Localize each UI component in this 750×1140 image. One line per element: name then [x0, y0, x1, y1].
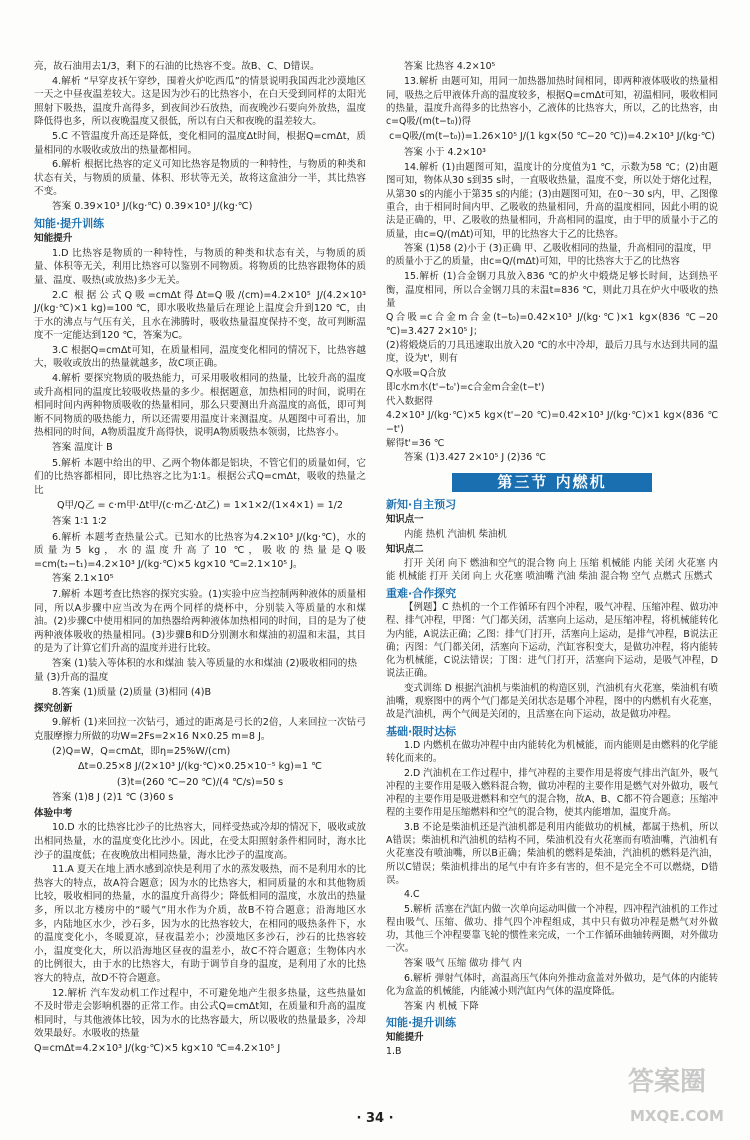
answer-line: 答案 (1)3.427 2×10⁵ J (2)36 ℃	[404, 452, 546, 464]
solution-paragraph: 解得t'=36 ℃	[386, 438, 445, 450]
page-number: · 34 ·	[356, 1111, 394, 1126]
answer-line: 答案 小于 4.2×10³	[404, 146, 486, 158]
right-column	[386, 60, 718, 1060]
formula: Q甲/Q乙 = c·m甲·Δt甲/(c·m乙·Δt乙) = 1×1×2/(1×4×1) = 1/2	[56, 500, 344, 512]
section-header: 知能·提升训练	[34, 216, 105, 230]
left-column	[34, 60, 366, 1057]
solution-paragraph: 4.2×10³ J/(kg·℃)×5 kg×(t'−20 ℃)=0.42×10³ J/(kg·℃)×1 kg×(836 ℃−t')	[386, 410, 718, 435]
subsection-label: 知识点一	[386, 514, 424, 526]
solution-paragraph: Q合吸=c合金m合金(t−t₀)=0.42×10³ J/(kg·℃)×1 kg×(836 ℃−20 ℃)=3.427 2×10⁵ J；	[386, 312, 718, 337]
solution-paragraph: 6.解析 根据比热容的定义可知比热容是物质的一种特性，与物质的种类和状态有关，与物质的质量、体积、形状等无关，故将这盒油分一半，其比热容不变。	[34, 159, 366, 198]
answer-line: 答案 吸气 压缩 做功 排气 内	[404, 957, 523, 969]
solution-paragraph: 11.A 夏天在地上洒水感到凉快是利用了水的蒸发吸热，而不是利用水的比热容大的特点，故A符合题意；因为水的比热容大，相同质量的水和其他物质比较，吸收相同的热量，水的温度升高得少；降低相同的温度，水放出的热量多，所以北方楼房中的“暖气”用水作为介质，故B不符合题意；沿海地区水多，内陆地区水少，沙石多，因为水的比热容较大，在相同的吸热条件下，水的温度变化小，冬暖夏凉，昼夜温差小；沙漠地区多沙石，沙石的比热容较小，温度变化大，所以沿海地区昼夜的温差小，故C不符合题意；生物体内水的比例很大，由于水的比热容大，有助于调节自身的温度，是利用了水的比热容大的特点，故D不符合题意。	[34, 864, 366, 984]
answer-line: 答案 (1)装入等体积的水和煤油 装入等质量的水和煤油 (2)吸收相同的热量 (3)升高的温度	[34, 657, 357, 683]
subsection-label: 探究创新	[34, 702, 73, 714]
subsection-label: 体验中考	[34, 807, 73, 819]
solution-paragraph: 变式训练 D 根据汽油机与柴油机的构造区别，汽油机有火花塞，柴油机有喷油嘴，观察图中的两个气门都是关闭状态是哪个冲程，图中的内燃机有火花塞，故是汽油机，两个气阀是关闭的，且活塞在向下运动，故是做功冲程。	[386, 682, 718, 721]
answer-line: 8.答案 (1)质量 (2)质量 (3)相同 (4)B	[52, 687, 212, 699]
answer-line: 答案 (1)8 J (2)1 ℃ (3)60 s	[52, 792, 174, 804]
solution-paragraph: (2)Q=W，Q=cmΔt，即η=25%W/(cm)	[52, 745, 231, 757]
solution-paragraph: 15.解析 (1)合金钢刀具放入836 ℃的炉火中煅烧足够长时间，达到热平衡，温度相同，所以合金钢刀具的末温t=836 ℃，则此刀具在炉火中吸收的热量	[386, 271, 718, 310]
solution-paragraph: 13.解析 由题可知，用同一加热器加热时间相同，即两种液体吸收的热量相同，吸热之后甲液体升高的温度较多，根据Q=cmΔt可知，初温相同，吸收相同的热量，温度升高得多的比热容小，乙液体的比热容大，所以，乙的比热容，由c=Q吸/(m(t−t₀))得	[386, 76, 718, 128]
section-header: 新知·自主预习	[386, 497, 457, 511]
section-header: 知能·提升训练	[386, 1015, 457, 1029]
solution-paragraph: 3.C 根据Q=cmΔt可知，在质量相同，温度变化相同的情况下，比热容越大，吸收或放出的热量就越多，故C项正确。	[34, 344, 366, 370]
section-header: 重难·合作探究	[386, 586, 457, 600]
subsection-label: 知识点二	[386, 543, 424, 555]
solution-paragraph: 即c水m水(t'−t₀')=c合金m合金(t−t')	[386, 381, 545, 393]
subsection-label: 知能提升	[34, 233, 73, 245]
answer-line: 答案 1∶1 1∶2	[52, 516, 107, 527]
solution-paragraph: 6.解析 本题考查热量公式。已知水的比热容为4.2×10³ J/(kg·℃)，水的质量为5 kg，水的温度升高了10 ℃，吸收的热量是Q吸=cm(t₂−t₁)=4.2×10³ J/(kg·℃)×5 kg×10 ℃=2.1×10⁵ J。	[34, 531, 366, 570]
solution-paragraph: 1.D 内燃机在做功冲程中由内能转化为机械能，而内能则是由燃料的化学能转化而来的。	[386, 739, 718, 765]
solution-paragraph: 5.解析 活塞在汽缸内做一次单向运动叫做一个冲程，四冲程汽油机的工作过程由吸气、压缩、做功、排气四个冲程组成，其中只有做功冲程是燃气对外做功，其他三个冲程要靠飞轮的惯性来完成，一个工作循环曲轴转两圈，对外做功一次。	[386, 903, 718, 955]
solution-paragraph: 7.解析 本题考查比热容的探究实验。(1)实验中应当控制两种液体的质量相同，所以A步骤中应当改为在两个同样的烧杯中，分别装入等质量的水和煤油。(2)步骤C中使用相同的加热器给两种液体加热相同的时间，目的是为了使两种液体吸收的热量相同。(3)步骤B和D分别测水和煤油的初温和末温，其目的是为了计算它们升高的温度并进行比较。	[34, 588, 366, 655]
solution-paragraph: 3.B 不论是柴油机还是汽油机都是利用内能做功的机械，都属于热机，所以A错误；柴油机和汽油机的结构不同，柴油机没有火花塞而有喷油嘴，汽油机有火花塞没有喷油嘴，所以B正确；柴油机的燃料是柴油，汽油机的燃料是汽油，所以C错误；柴油机排出的尾气中有许多有害的，但不是完全不可以燃烧，D错误。	[386, 821, 718, 886]
solution-paragraph: 4.C	[404, 889, 420, 901]
formula: (3)t=(260 ℃−20 ℃)/(4 ℃/s)=50 s	[116, 776, 284, 788]
solution-paragraph: 1.D 比热容是物质的一种特性，与物质的种类和状态有关，与物质的质量、体积等无关，利用比热容可以鉴别不同物质。将物质的比热容跟物体的质量、温度、吸热(或放热)多少无关。	[34, 247, 366, 286]
solution-paragraph: 【例题】C 热机的一个工作循环有四个冲程，吸气冲程、压缩冲程、做功冲程、排气冲程，甲图：气门都关闭，活塞向上运动，是压缩冲程，将机械能转化为内能，A说法正确；乙图：排气门打开，活塞向上运动，是排气冲程，B说法正确；丙图：气门都关闭，活塞向下运动，汽缸容积变大，是做功冲程，将内能转化为机械能，C说法错误；丁图：进气门打开，活塞向下运动，是吸气冲程，D说法正确。	[386, 601, 718, 680]
answer-line: 答案 (1)58 (2)小于 (3)正确 甲、乙吸收相同的热量，升高相同的温度，甲的质量小于乙的质量，由c=Q/(mΔt)可知，甲的比热容大于乙的比热容	[386, 242, 712, 268]
formula: c=Q吸/(m(t−t₀))=1.26×10⁵ J/(1 kg×(50 ℃−20 ℃))=4.2×10³ J/(kg·℃)	[389, 131, 715, 143]
solution-paragraph: 亮，故石油用去1/3，剩下的石油的比热容不变。故B、C、D错误。	[34, 61, 320, 72]
solution-paragraph: Q水吸=Q合放	[386, 367, 447, 379]
solution-paragraph: 打开 关闭 向下 燃油和空气的混合物 向上 压缩 机械能 内能 关闭 火花塞 内能 机械能 打开 关闭 向上 火花塞 喷油嘴 汽油 柴油 混合物 空气 点燃式 压燃式	[386, 558, 718, 583]
watermark-url: MXQE.COM	[630, 1107, 724, 1125]
subsection-label: 知能提升	[386, 1032, 424, 1044]
solution-paragraph: 2.D 汽油机在工作过程中，排气冲程的主要作用是将废气排出汽缸外，吸气冲程的主要作用是吸入燃料混合物，做功冲程的主要作用是燃气对外做功，吸气冲程的主要作用是吸进燃料和空气的混合物，故A、B、C都不符合题意；压缩冲程的主要作用是压缩燃料和空气的混合物，使其内能增加，温度升高。	[386, 767, 718, 819]
answer-line: 答案 2.1×10⁵	[52, 573, 114, 585]
solution-paragraph: 内能 热机 汽油机 柴油机	[404, 528, 507, 540]
formula: Δt=0.25×8 J/(2×10³ J/(kg·℃)×0.25×10⁻⁵ kg)=1 ℃	[78, 761, 322, 773]
solution-paragraph: 10.D 水的比热容比沙子的比热容大，同样受热或冷却的情况下，吸收或放出相同热量，水的温度变化比沙小。因此，在受太阳照射条件相同时，海水比沙子的温度低；在夜晚放出相同热量，海水比沙子的温度高。	[34, 822, 366, 861]
answer-line: 答案 内 机械 下降	[404, 1000, 479, 1012]
solution-paragraph: 6.解析 弹射气体时，高温高压气体向外推动盒盖对外做功，是气体的内能转化为盒盖的机械能，内能减小则汽缸内气体的温度降低。	[386, 973, 718, 998]
answer-line: 答案 温度计 B	[52, 442, 113, 454]
solution-paragraph: 12.解析 汽车发动机工作过程中，不可避免地产生很多热量，这些热量如不及时带走会影响机器的正常工作。由公式Q=cmΔt知，在质量和升高的温度相同时，与其他液体比较，因为水的比热容最大，所以吸收的热量最多，冷却效果最好。水吸收的热量	[34, 987, 366, 1040]
answer-line: 答案 0.39×10³ J/(kg·℃) 0.39×10³ J/(kg·℃)	[52, 200, 253, 212]
chapter-title: 第三节 内燃机	[452, 473, 652, 492]
watermark-logo: 答案圈	[628, 1067, 707, 1097]
solution-paragraph: (2)将煅烧后的刀具迅速取出放入20 ℃的水中冷却，最后刀具与水达到共同的温度，设为t'，则有	[386, 339, 718, 365]
answer-line: 答案 比热容 4.2×10⁵	[404, 61, 496, 72]
solution-paragraph: 4.解析 要探究物质的吸热能力，可采用吸收相同的热量，比较升高的温度或升高相同的温度比较吸收热量的多少。根据题意，加热相同的时间，说明在相同时间内两种物质吸收的热量相同，那么只要测出升高温度的高低，即可判断不同物质的吸热能力，所以还需要用温度计来测温度。从题图中可看出，加热相同的时间，A物质温度升高得快，说明A物质吸热本领弱，比热容小。	[34, 373, 366, 439]
solution-paragraph: 1.B	[386, 1046, 402, 1058]
solution-paragraph: 4.解析 “早穿皮袄午穿纱，围着火炉吃西瓜”的情景说明我国西北沙漠地区一天之中昼夜温差较大。这是因为沙石的比热容小，在白天受到同样的太阳光照射下吸热，温度升高得多，到夜间沙石放热，而夜晚沙石要向外放热，温度降低得也多，所以夜晚温度又很低，所以有白天和夜晚的温差较大。	[34, 75, 366, 128]
solution-paragraph: 14.解析 (1)由题图可知，温度计的分度值为1 ℃，示数为58 ℃；(2)由题图可知，物体从30 s到35 s时，一直吸收热量，温度不变，所以处于熔化过程，从第30 s的内能小于第35 s的内能；(3)由题图可知，在0～30 s内，甲、乙图像重合，由于相同时间内甲、乙吸收的热量相同，升高的温度相同，因此小明的说法是正确的，甲、乙吸收的热量相同，升高相同的温度，由于甲的质量小于乙的质量，由c=Q/(mΔt)可知，甲的比热容大于乙的比热容。	[386, 162, 718, 240]
solution-paragraph: 2.C 根据公式Q吸=cmΔt得Δt=Q吸/(cm)=4.2×10⁵ J/(4.2×10³ J/(kg·℃)×1 kg)=100 ℃，即水吸收热量后在理论上温度会升到120 ℃，由于水的沸点与气压有关，且水在沸腾时，吸收热量温度保持不变，故可判断温度不一定能达到120 ℃，答案为C。	[34, 289, 366, 342]
solution-paragraph: 5.解析 本题中给出的甲、乙两个物体都是铝块，不管它们的质量如何，它们的比热容都相同，即比热容之比为1∶1。根据公式Q=cmΔt，吸收的热量之比	[34, 457, 366, 496]
solution-paragraph: 5.C 不管温度升高还是降低，变化相同的温度Δt时间，根据Q=cmΔt，质量相同的水吸收或放出的热量都相同。	[34, 130, 366, 156]
solution-paragraph: Q=cmΔt=4.2×10³ J/(kg·℃)×5 kg×10 ℃=4.2×10⁵ J	[34, 1042, 281, 1054]
solution-paragraph: 9.解析 (1)来回拉一次钻弓，通过的距离是弓长的2倍，人来回拉一次钻弓克服摩擦力所做的功W=2Fs=2×16 N×0.25 m=8 J。	[34, 717, 366, 742]
section-header: 基础·限时达标	[386, 724, 457, 738]
solution-paragraph: 代入数据得	[386, 396, 433, 408]
